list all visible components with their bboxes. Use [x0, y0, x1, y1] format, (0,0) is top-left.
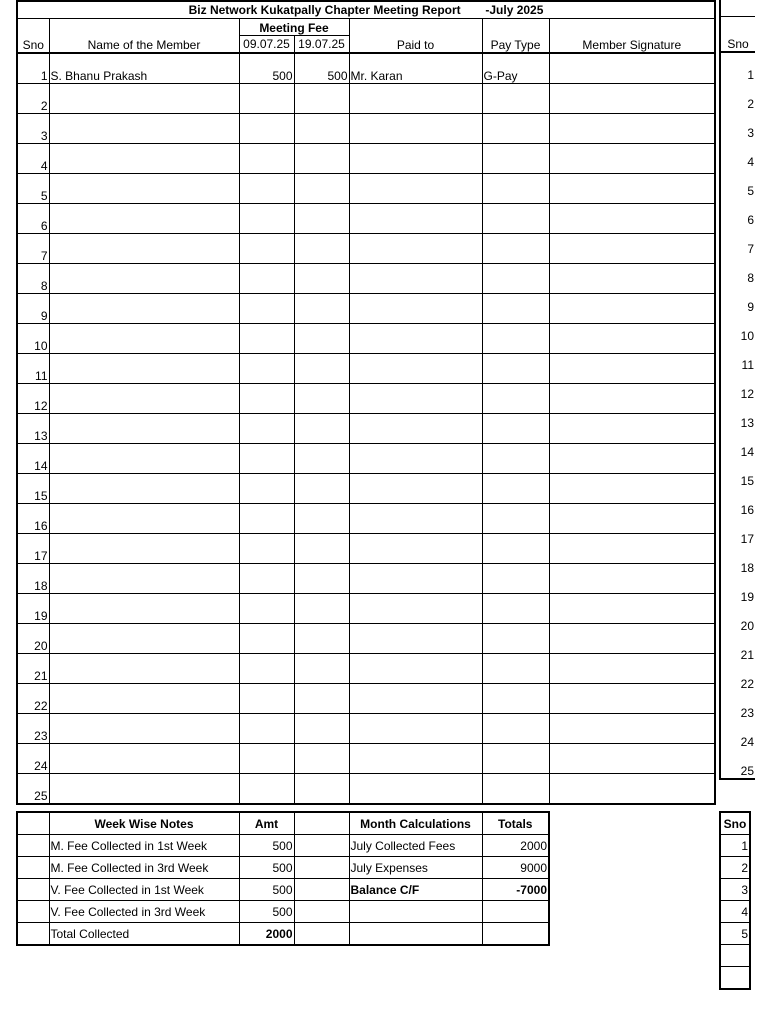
- notes-blank-cell: [17, 879, 49, 901]
- row-sno: 13: [17, 414, 49, 444]
- side2-sno: 1: [720, 835, 750, 857]
- row-fee-1: [239, 444, 294, 474]
- side-sno: 22: [740, 677, 754, 691]
- side-sno: 18: [740, 561, 754, 575]
- notes-label: V. Fee Collected in 1st Week: [49, 879, 239, 901]
- notes-calc: July Collected Fees: [349, 835, 482, 857]
- row-fee-1: [239, 414, 294, 444]
- side-sno: 15: [740, 474, 754, 488]
- row-fee-2: [294, 624, 349, 654]
- table-row: [17, 504, 715, 534]
- row-fee-1: [239, 264, 294, 294]
- row-paid-to: [349, 654, 482, 684]
- row-name: [49, 594, 239, 624]
- table-row: [17, 114, 715, 144]
- notes-label: M. Fee Collected in 3rd Week: [49, 857, 239, 879]
- row-signature: [549, 354, 715, 384]
- side-sno: 25: [720, 749, 755, 779]
- row-sno: 15: [17, 474, 49, 504]
- row-pay-type: [482, 174, 549, 204]
- side2-sno: 5: [720, 923, 750, 945]
- notes-amt: 500: [239, 857, 294, 879]
- row-name: [49, 384, 239, 414]
- notes-calc: Balance C/F: [349, 879, 482, 901]
- row-fee-2: [294, 264, 349, 294]
- header-week-notes: Week Wise Notes: [49, 812, 239, 835]
- row-signature: [549, 474, 715, 504]
- row-fee-1: [239, 594, 294, 624]
- side2-sno: 3: [720, 879, 750, 901]
- side-sno: 17: [740, 532, 754, 546]
- row-name: [49, 654, 239, 684]
- row-fee-1: [239, 564, 294, 594]
- report-title-cell: [17, 1, 715, 19]
- row-fee-2: [294, 384, 349, 414]
- side-sno: 7: [747, 242, 754, 256]
- notes-blank-cell: [294, 901, 349, 923]
- table-row: [17, 534, 715, 564]
- row-pay-type: [482, 114, 549, 144]
- row-fee-2: [294, 174, 349, 204]
- row-sno: 23: [17, 714, 49, 744]
- row-fee-1: [239, 654, 294, 684]
- notes-row: [17, 923, 549, 946]
- row-paid-to: Mr. Karan: [349, 53, 482, 84]
- row-signature: [549, 444, 715, 474]
- row-paid-to: [349, 564, 482, 594]
- row-sno: 10: [17, 324, 49, 354]
- row-pay-type: [482, 324, 549, 354]
- notes-row: [17, 901, 549, 923]
- row-fee-1: [239, 774, 294, 805]
- header-date-1: 09.07.25: [239, 36, 294, 54]
- notes-row: [17, 857, 549, 879]
- table-row: [17, 564, 715, 594]
- side-sno: 6: [747, 213, 754, 227]
- row-sno: 20: [17, 624, 49, 654]
- row-sno: 18: [17, 564, 49, 594]
- notes-total: [482, 901, 549, 923]
- row-paid-to: [349, 744, 482, 774]
- row-paid-to: [349, 714, 482, 744]
- notes-label: Total Collected: [49, 923, 239, 946]
- row-name: [49, 684, 239, 714]
- row-pay-type: [482, 594, 549, 624]
- side-sno: 9: [747, 300, 754, 314]
- side-sno: 2: [747, 97, 754, 111]
- row-signature: [549, 654, 715, 684]
- meeting-report-table: [16, 0, 716, 805]
- row-paid-to: [349, 144, 482, 174]
- header-totals: Totals: [482, 812, 549, 835]
- row-paid-to: [349, 294, 482, 324]
- row-name: [49, 294, 239, 324]
- header-name: Name of the Member: [49, 19, 239, 54]
- notes-blank-cell: [17, 923, 49, 946]
- side-sno: 3: [747, 126, 754, 140]
- row-pay-type: [482, 384, 549, 414]
- side-sno: 19: [740, 590, 754, 604]
- row-paid-to: [349, 174, 482, 204]
- row-fee-1: [239, 144, 294, 174]
- row-pay-type: [482, 714, 549, 744]
- row-name: S. Bhanu Prakash: [49, 53, 239, 84]
- row-fee-2: [294, 594, 349, 624]
- header-amt: Amt: [239, 812, 294, 835]
- side-sno: 16: [740, 503, 754, 517]
- row-signature: [549, 534, 715, 564]
- row-sno: 24: [17, 744, 49, 774]
- row-signature: [549, 264, 715, 294]
- header-sno: Sno: [17, 19, 49, 54]
- side-sno: 8: [747, 271, 754, 285]
- row-pay-type: [482, 474, 549, 504]
- row-pay-type: [482, 204, 549, 234]
- notes-blank-cell: [17, 901, 49, 923]
- row-signature: [549, 114, 715, 144]
- row-fee-2: [294, 234, 349, 264]
- row-fee-1: [239, 204, 294, 234]
- row-fee-1: 500: [239, 53, 294, 84]
- table-row: [17, 654, 715, 684]
- side-sno: 1: [720, 52, 755, 82]
- notes-amt: 2000: [239, 923, 294, 946]
- row-paid-to: [349, 474, 482, 504]
- row-paid-to: [349, 504, 482, 534]
- row-name: [49, 474, 239, 504]
- side-sno: 4: [747, 155, 754, 169]
- row-paid-to: [349, 414, 482, 444]
- notes-amt: 500: [239, 835, 294, 857]
- row-fee-2: 500: [294, 53, 349, 84]
- row-sno: 2: [17, 84, 49, 114]
- table-row: [17, 144, 715, 174]
- row-sno: 6: [17, 204, 49, 234]
- row-paid-to: [349, 684, 482, 714]
- row-paid-to: [349, 774, 482, 805]
- row-pay-type: [482, 504, 549, 534]
- row-fee-2: [294, 714, 349, 744]
- table-row: [17, 414, 715, 444]
- notes-total: 2000: [482, 835, 549, 857]
- report-period: -July 2025: [485, 3, 544, 17]
- table-row: [17, 324, 715, 354]
- row-fee-1: [239, 354, 294, 384]
- row-name: [49, 414, 239, 444]
- row-name: [49, 774, 239, 805]
- row-paid-to: [349, 354, 482, 384]
- row-fee-2: [294, 444, 349, 474]
- notes-table: [16, 811, 550, 946]
- report-title: Biz Network Kukatpally Chapter Meeting Report: [188, 3, 461, 17]
- row-name: [49, 714, 239, 744]
- row-paid-to: [349, 84, 482, 114]
- row-sno: 21: [17, 654, 49, 684]
- notes-label: V. Fee Collected in 3rd Week: [49, 901, 239, 923]
- row-sno: 16: [17, 504, 49, 534]
- row-sno: 9: [17, 294, 49, 324]
- notes-label: M. Fee Collected in 1st Week: [49, 835, 239, 857]
- row-signature: [549, 84, 715, 114]
- row-pay-type: [482, 294, 549, 324]
- row-sno: 12: [17, 384, 49, 414]
- row-fee-1: [239, 504, 294, 534]
- row-fee-2: [294, 354, 349, 384]
- row-name: [49, 534, 239, 564]
- row-signature: [549, 594, 715, 624]
- table-row: [17, 234, 715, 264]
- notes-blank-cell: [294, 835, 349, 857]
- row-signature: [549, 144, 715, 174]
- row-paid-to: [349, 324, 482, 354]
- row-sno: 22: [17, 684, 49, 714]
- row-sno: 5: [17, 174, 49, 204]
- row-paid-to: [349, 594, 482, 624]
- side-sno: 13: [740, 416, 754, 430]
- row-sno: 19: [17, 594, 49, 624]
- row-signature: [549, 324, 715, 354]
- row-fee-1: [239, 234, 294, 264]
- row-pay-type: [482, 684, 549, 714]
- row-signature: [549, 564, 715, 594]
- table-row: [17, 474, 715, 504]
- row-sno: 3: [17, 114, 49, 144]
- row-signature: [549, 624, 715, 654]
- row-signature: [549, 294, 715, 324]
- row-paid-to: [349, 114, 482, 144]
- row-name: [49, 624, 239, 654]
- header-paid-to: Paid to: [349, 19, 482, 54]
- side2-sno: 2: [720, 857, 750, 879]
- row-name: [49, 174, 239, 204]
- row-paid-to: [349, 264, 482, 294]
- row-fee-2: [294, 324, 349, 354]
- row-pay-type: [482, 744, 549, 774]
- table-row: [17, 294, 715, 324]
- row-fee-2: [294, 504, 349, 534]
- row-sno: 4: [17, 144, 49, 174]
- row-name: [49, 324, 239, 354]
- row-sno: 17: [17, 534, 49, 564]
- table-row: [17, 444, 715, 474]
- row-fee-2: [294, 114, 349, 144]
- header-meeting-fee: Meeting Fee: [239, 19, 349, 36]
- side2-sno: [720, 945, 750, 967]
- row-sno: 11: [17, 354, 49, 384]
- notes-row: [17, 879, 549, 901]
- header-month-calc: Month Calculations: [349, 812, 482, 835]
- table-row: [17, 53, 715, 84]
- notes-calc: [349, 923, 482, 946]
- table-row: [17, 384, 715, 414]
- row-signature: [549, 384, 715, 414]
- side-sno: 24: [740, 735, 754, 749]
- row-fee-2: [294, 144, 349, 174]
- side-sno-column: [719, 0, 755, 780]
- side-sno: 12: [740, 387, 754, 401]
- table-row: [17, 264, 715, 294]
- notes-blank-cell: [294, 879, 349, 901]
- side-sno: 10: [740, 329, 754, 343]
- side-header-sno: Sno: [727, 37, 749, 51]
- row-pay-type: [482, 264, 549, 294]
- row-fee-1: [239, 624, 294, 654]
- row-pay-type: [482, 564, 549, 594]
- row-paid-to: [349, 204, 482, 234]
- table-row: [17, 714, 715, 744]
- row-fee-2: [294, 744, 349, 774]
- row-signature: [549, 174, 715, 204]
- row-signature: [549, 414, 715, 444]
- side-sno: 23: [740, 706, 754, 720]
- header-pay-type: Pay Type: [482, 19, 549, 54]
- row-fee-2: [294, 414, 349, 444]
- row-name: [49, 444, 239, 474]
- row-signature: [549, 234, 715, 264]
- row-pay-type: [482, 654, 549, 684]
- notes-amt: 500: [239, 879, 294, 901]
- row-pay-type: G-Pay: [482, 53, 549, 84]
- row-signature: [549, 774, 715, 805]
- notes-blank-cell: [294, 923, 349, 946]
- row-paid-to: [349, 534, 482, 564]
- row-paid-to: [349, 384, 482, 414]
- row-name: [49, 234, 239, 264]
- side2-sno: [720, 967, 750, 990]
- row-pay-type: [482, 234, 549, 264]
- row-name: [49, 564, 239, 594]
- row-signature: [549, 684, 715, 714]
- row-sno: 14: [17, 444, 49, 474]
- side-sno: 11: [741, 358, 754, 372]
- notes-blank-cell: [17, 812, 49, 835]
- notes-row: [17, 835, 549, 857]
- row-pay-type: [482, 624, 549, 654]
- row-name: [49, 204, 239, 234]
- side-sno: 14: [740, 445, 754, 459]
- header-signature: Member Signature: [549, 19, 715, 54]
- table-row: [17, 774, 715, 805]
- notes-blank-cell: [294, 812, 349, 835]
- row-fee-1: [239, 114, 294, 144]
- notes-calc: [349, 901, 482, 923]
- header-date-2: 19.07.25: [294, 36, 349, 54]
- row-name: [49, 264, 239, 294]
- side-sno: 21: [740, 648, 754, 662]
- row-pay-type: [482, 774, 549, 805]
- row-pay-type: [482, 84, 549, 114]
- row-name: [49, 114, 239, 144]
- table-row: [17, 174, 715, 204]
- row-signature: [549, 744, 715, 774]
- row-sno: 1: [17, 53, 49, 84]
- row-fee-2: [294, 564, 349, 594]
- row-fee-1: [239, 84, 294, 114]
- row-fee-1: [239, 474, 294, 504]
- row-name: [49, 144, 239, 174]
- notes-total: [482, 923, 549, 946]
- row-fee-1: [239, 714, 294, 744]
- row-name: [49, 504, 239, 534]
- row-name: [49, 84, 239, 114]
- row-name: [49, 354, 239, 384]
- row-paid-to: [349, 234, 482, 264]
- row-fee-2: [294, 654, 349, 684]
- row-fee-2: [294, 774, 349, 805]
- table-row: [17, 204, 715, 234]
- side2-sno: 4: [720, 901, 750, 923]
- row-fee-2: [294, 294, 349, 324]
- side-sno: 5: [747, 184, 754, 198]
- row-sno: 7: [17, 234, 49, 264]
- notes-total: 9000: [482, 857, 549, 879]
- table-row: [17, 354, 715, 384]
- table-row: [17, 594, 715, 624]
- row-fee-2: [294, 84, 349, 114]
- notes-blank-cell: [17, 857, 49, 879]
- row-paid-to: [349, 444, 482, 474]
- side2-header: Sno: [720, 812, 750, 835]
- row-pay-type: [482, 444, 549, 474]
- side-sno-table: [719, 811, 751, 990]
- row-sno: 25: [17, 774, 49, 805]
- row-fee-1: [239, 684, 294, 714]
- row-fee-2: [294, 684, 349, 714]
- row-signature: [549, 53, 715, 84]
- table-row: [17, 624, 715, 654]
- row-paid-to: [349, 624, 482, 654]
- row-fee-1: [239, 324, 294, 354]
- notes-blank-cell: [17, 835, 49, 857]
- side-sno: 20: [740, 619, 754, 633]
- row-fee-1: [239, 174, 294, 204]
- notes-blank-cell: [294, 857, 349, 879]
- row-fee-2: [294, 474, 349, 504]
- table-row: [17, 744, 715, 774]
- row-name: [49, 744, 239, 774]
- notes-calc: July Expenses: [349, 857, 482, 879]
- row-pay-type: [482, 534, 549, 564]
- row-fee-1: [239, 744, 294, 774]
- row-pay-type: [482, 414, 549, 444]
- row-signature: [549, 204, 715, 234]
- row-signature: [549, 714, 715, 744]
- row-pay-type: [482, 144, 549, 174]
- row-pay-type: [482, 354, 549, 384]
- row-signature: [549, 504, 715, 534]
- table-row: [17, 84, 715, 114]
- row-fee-1: [239, 294, 294, 324]
- row-fee-2: [294, 534, 349, 564]
- table-row: [17, 684, 715, 714]
- notes-total: -7000: [482, 879, 549, 901]
- row-fee-1: [239, 384, 294, 414]
- row-sno: 8: [17, 264, 49, 294]
- notes-amt: 500: [239, 901, 294, 923]
- row-fee-1: [239, 534, 294, 564]
- row-fee-2: [294, 204, 349, 234]
